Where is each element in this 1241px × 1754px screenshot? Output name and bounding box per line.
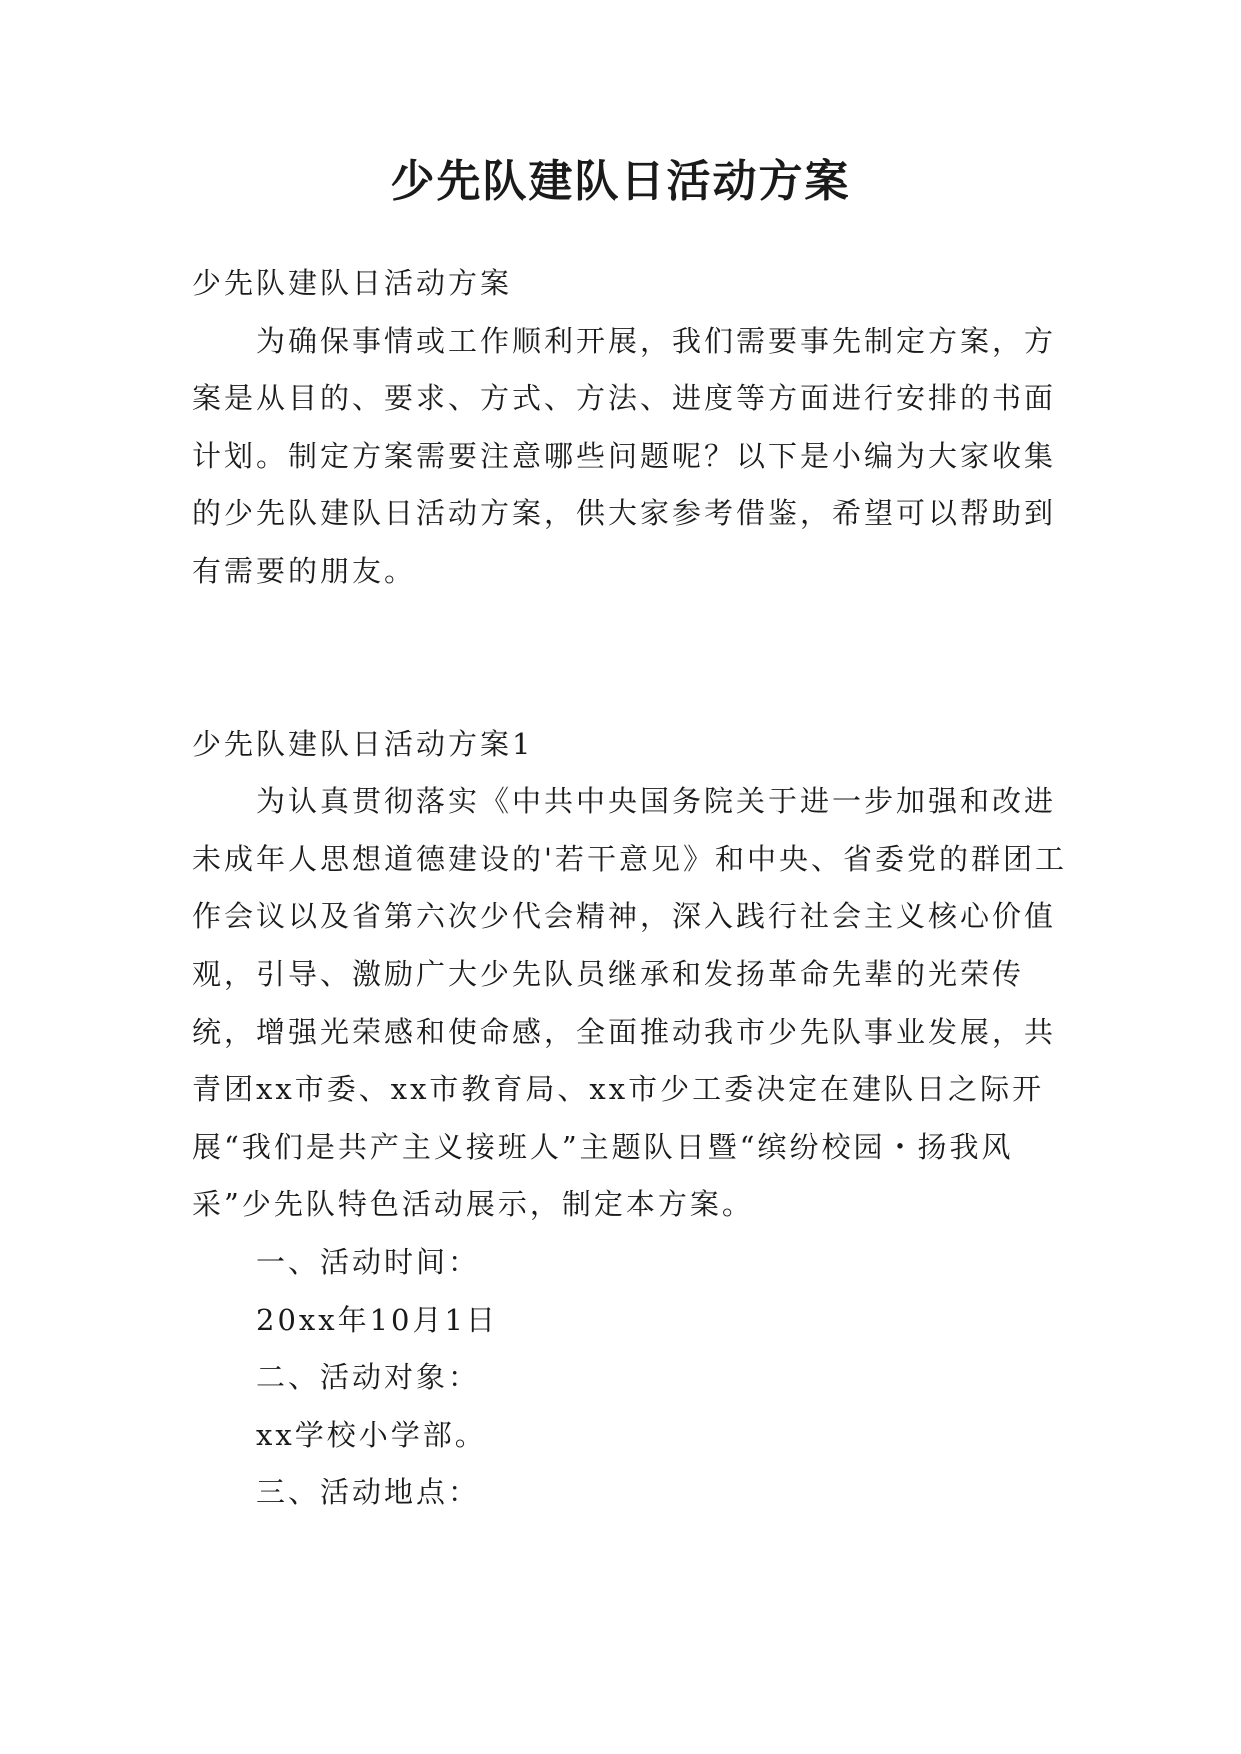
section1-heading: 少先队建队日活动方案1 bbox=[192, 726, 534, 761]
section-gap bbox=[192, 601, 1072, 716]
intro-paragraph: 为确保事情或工作顺利开展，我们需要事先制定方案，方案是从目的、要求、方式、方法、进度等方面进行安排的书面计划。制定方案需要注意哪些问题呢？以下是小编为大家收集的少先队建队日活动方案，供大家参考借鉴，希望可以帮助到有需要的朋友。 bbox=[192, 323, 1057, 588]
item-activity-date: 20xx年10月1日 bbox=[256, 1302, 498, 1337]
item-activity-time-heading: 一、活动时间： bbox=[256, 1244, 481, 1279]
document-body bbox=[192, 255, 1072, 1522]
item-activity-location-heading: 三、活动地点： bbox=[256, 1475, 481, 1510]
item-activity-target-heading: 二、活动对象： bbox=[256, 1360, 481, 1395]
section1-paragraph: 为认真贯彻落实《中共中央国务院关于进一步加强和改进未成年人思想道德建设的'若干意见》和中央、省委党的群团工作会议以及省第六次少代会精神，深入践行社会主义核心价值观，引导、激励广大少先队员继承和发扬革命先辈的光荣传统，增强光荣感和使命感，全面推动我市少先队事业发展，共青团xx市委、xx市教育局、xx市少工委决定在建队日之际开展“我们是共产主义接班人”主题队日暨“缤纷校园・扬我风采”少先队特色活动展示，制定本方案。 bbox=[192, 784, 1067, 1222]
document-title: 少先队建队日活动方案 bbox=[390, 156, 851, 207]
item-activity-target: xx学校小学部。 bbox=[256, 1417, 487, 1452]
intro-heading: 少先队建队日活动方案 bbox=[192, 266, 513, 300]
